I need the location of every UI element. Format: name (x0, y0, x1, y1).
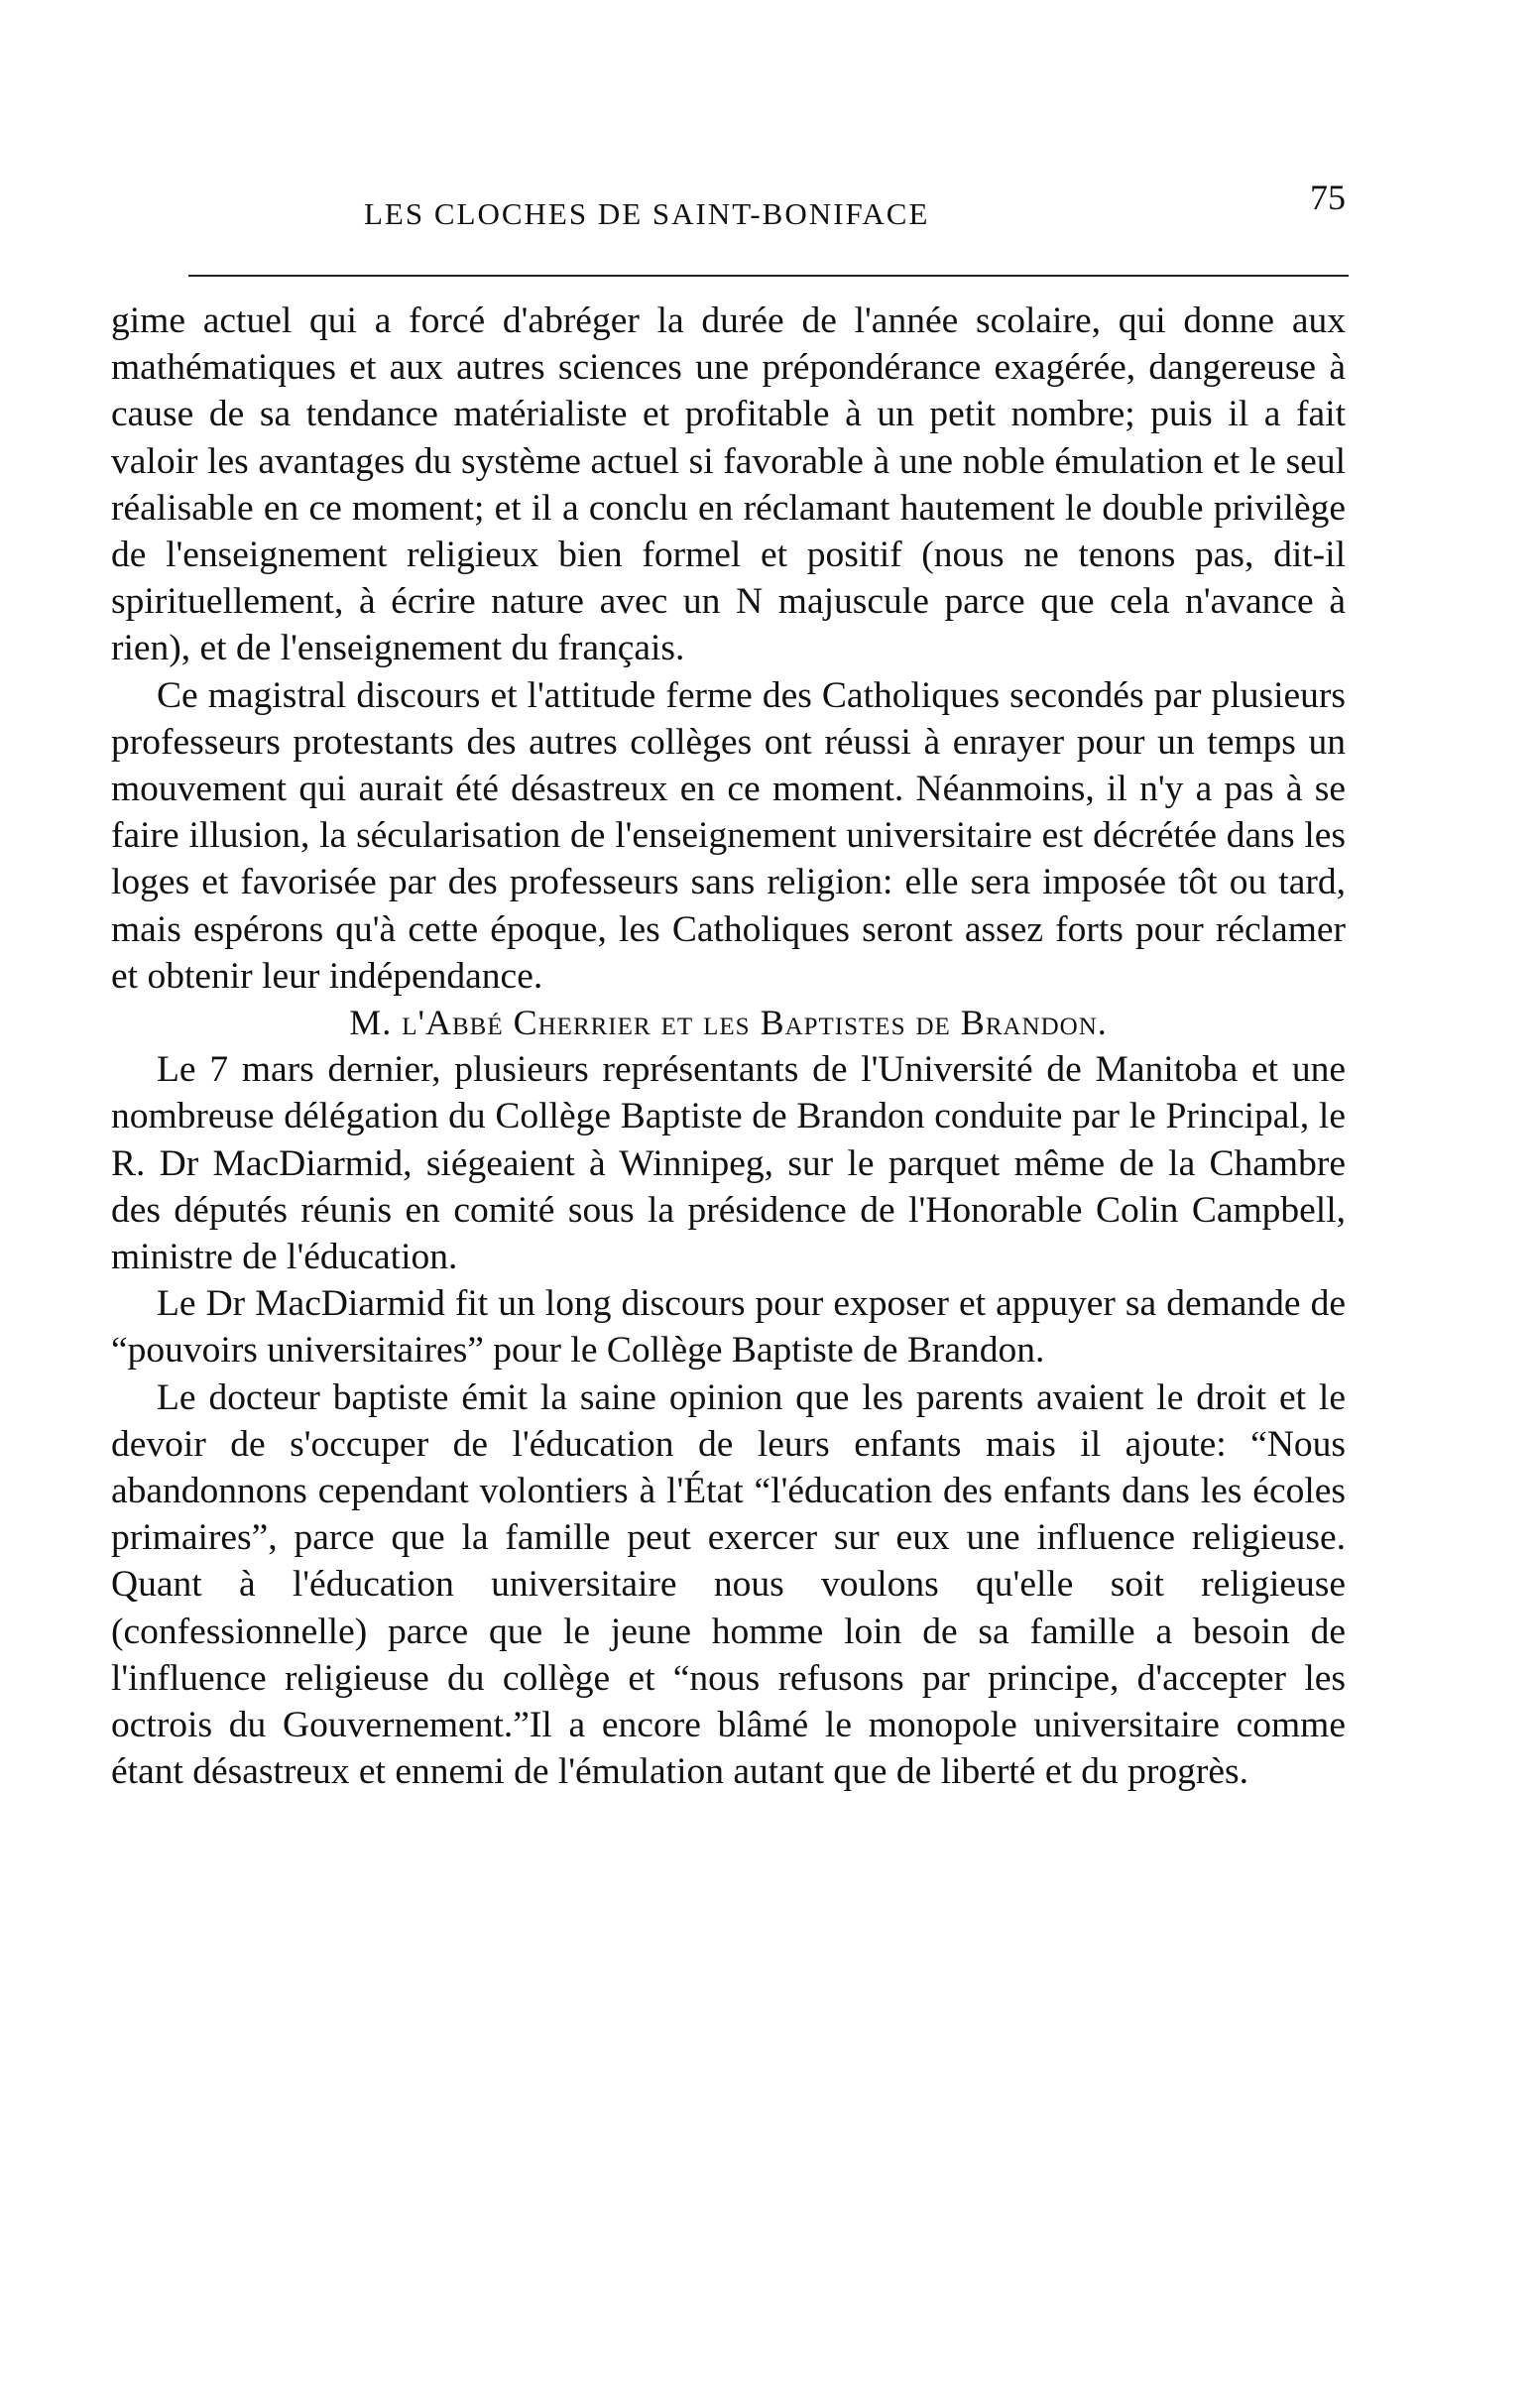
paragraph-continued: gime actuel qui a forcé d'abréger la durée de l'année scolaire, qui donne aux mathématiques et aux autres sciences une prépondérance exagérée, dangereuse à cause de sa tendance matérialiste et profitable à un petit nombre; puis il a fait valoir les avantages du système actuel si favorable à une noble émulation et le seul réalisable en ce moment; et il a conclu en réclamant hautement le double privilège de l'enseignement religieux bien formel et positif (nous ne tenons pas, dit-il spirituellement, à écrire nature avec un N majuscule parce que cela n'avance à rien), et de l'enseignement du français. (111, 300, 1346, 669)
page-number: 75 (1310, 178, 1346, 217)
header-rule (188, 275, 1349, 277)
page-header (111, 178, 1346, 266)
paragraph: Le docteur baptiste émit la saine opinion que les parents avaient le droit et le devoir de s'occuper de l'éducation de leurs enfants mais il ajoute: “Nous abandonnons cependant volontiers à l'État “l'éducation des enfants dans les écoles primaires”, parce que la famille peut exercer sur eux une influence religieuse. Quant à l'éducation universitaire nous voulons qu'elle soit religieuse (confessionnelle) parce que le jeune homme loin de sa famille a besoin de l'influence religieuse du collège et “nous refusons par principe, d'accepter les octrois du Gouvernement.”Il a encore blâmé le monopole universitaire comme étant désastreux et ennemi de l'émulation autant que de liberté et du progrès. (111, 1376, 1346, 1793)
paragraph: Le Dr MacDiarmid fit un long discours pour exposer et appuyer sa demande de “pouvoirs universitaires” pour le Collège Baptiste de Brandon. (111, 1283, 1346, 1372)
section-heading: M. l'Abbé Cherrier et les Baptistes de Brandon. (349, 1003, 1108, 1043)
paragraph: Le 7 mars dernier, plusieurs représentants de l'Université de Manitoba et une nombreuse délégation du Collège Baptiste de Brandon conduite par le Principal, le R. Dr MacDiarmid, siégeaient à Winnipeg, sur le parquet même de la Chambre des députés réunis en comité sous la présidence de l'Honorable Colin Campbell, ministre de l'éducation. (111, 1049, 1346, 1278)
running-title: LES CLOCHES DE SAINT-BONIFACE (364, 196, 930, 231)
page-body (111, 298, 1346, 1796)
paragraph: Ce magistral discours et l'attitude ferme des Catholiques secondés par plusieurs professeurs protestants des autres collèges ont réussi à enrayer pour un temps un mouvement qui aurait été désastreux en ce moment. Néanmoins, il n'y a pas à se faire illusion, la sécularisation de l'enseignement universitaire est décrétée dans les loges et favorisée par des professeurs sans religion: elle sera imposée tôt ou tard, mais espérons qu'à cette époque, les Catholiques seront assez forts pour réclamer et obtenir leur indépendance. (111, 674, 1346, 997)
